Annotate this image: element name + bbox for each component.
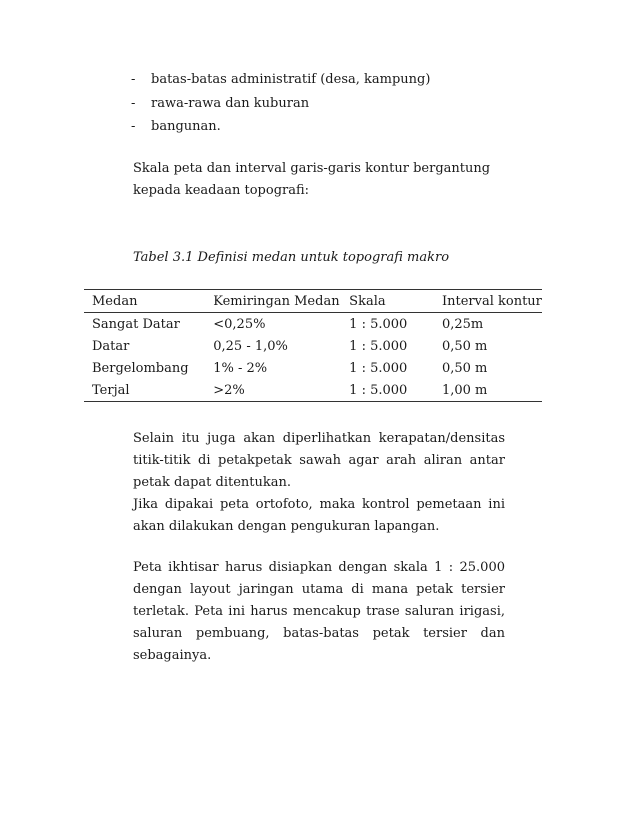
table-cell: 1 : 5.000 <box>349 338 408 354</box>
terrain-definition-table <box>84 289 542 402</box>
table-cell: <0,25% <box>213 316 266 332</box>
table-cell: Datar <box>92 338 130 354</box>
paragraph-overview: Peta ikhtisar harus disiapkan dengan skala 1 : 25.000 dengan layout jaringan utama di mana petak tersier terletak. Peta ini harus mencakup trase saluran irigasi, saluran pembuang, batas-batas petak tersier dan sebagainya. <box>133 560 505 663</box>
paragraph-orthophoto: Jika dipakai peta ortofoto, maka kontrol pemetaan ini akan dilakukan dengan pengukuran lapangan. <box>133 497 505 534</box>
column-header-interval: Interval kontur <box>441 293 542 309</box>
table-cell: 1 : 5.000 <box>349 382 408 398</box>
table-cell: 0,50 m <box>441 338 488 354</box>
bullet-text: rawa-rawa dan kuburan <box>151 96 310 111</box>
paragraph-scale: Skala peta dan interval garis-garis kontur bergantung kepada keadaan topografi: <box>133 161 491 198</box>
table-cell: >2% <box>213 382 245 398</box>
bullet-dash: - <box>131 96 136 111</box>
table-row <box>84 335 542 357</box>
table-row <box>84 357 542 379</box>
bullet-item <box>131 119 221 135</box>
column-header-kemiringan: Kemiringan Medan <box>213 293 340 309</box>
table-cell: 0,25m <box>441 316 484 332</box>
table-cell: 1 : 5.000 <box>349 316 408 332</box>
column-header-skala: Skala <box>349 293 386 309</box>
table-cell: 1% - 2% <box>213 360 268 376</box>
bullet-dash: - <box>131 72 136 87</box>
table-cell: 0,25 - 1,0% <box>213 338 288 354</box>
table-row <box>84 313 542 336</box>
table-cell: 1,00 m <box>441 382 488 398</box>
table-header-row <box>84 290 542 313</box>
bullet-text: batas-batas administratif (desa, kampung) <box>151 72 431 87</box>
table-cell: 1 : 5.000 <box>349 360 408 376</box>
table-cell: Bergelombang <box>92 360 189 376</box>
table-cell: 0,50 m <box>441 360 488 376</box>
bullet-item <box>131 96 309 112</box>
bullet-item <box>131 72 430 88</box>
table-cell: Sangat Datar <box>92 316 180 332</box>
bullet-dash: - <box>131 119 136 134</box>
column-header-medan: Medan <box>92 293 138 309</box>
table-cell: Terjal <box>92 382 130 398</box>
paragraph-density: Selain itu juga akan diperlihatkan kerapatan/densitas titik-titik di petakpetak sawah agar arah aliran antar petak dapat ditentukan. <box>133 431 505 490</box>
bullet-text: bangunan. <box>151 119 221 134</box>
table-row <box>84 379 542 402</box>
table-caption: Tabel 3.1 Definisi medan untuk topografi makro <box>133 250 450 265</box>
